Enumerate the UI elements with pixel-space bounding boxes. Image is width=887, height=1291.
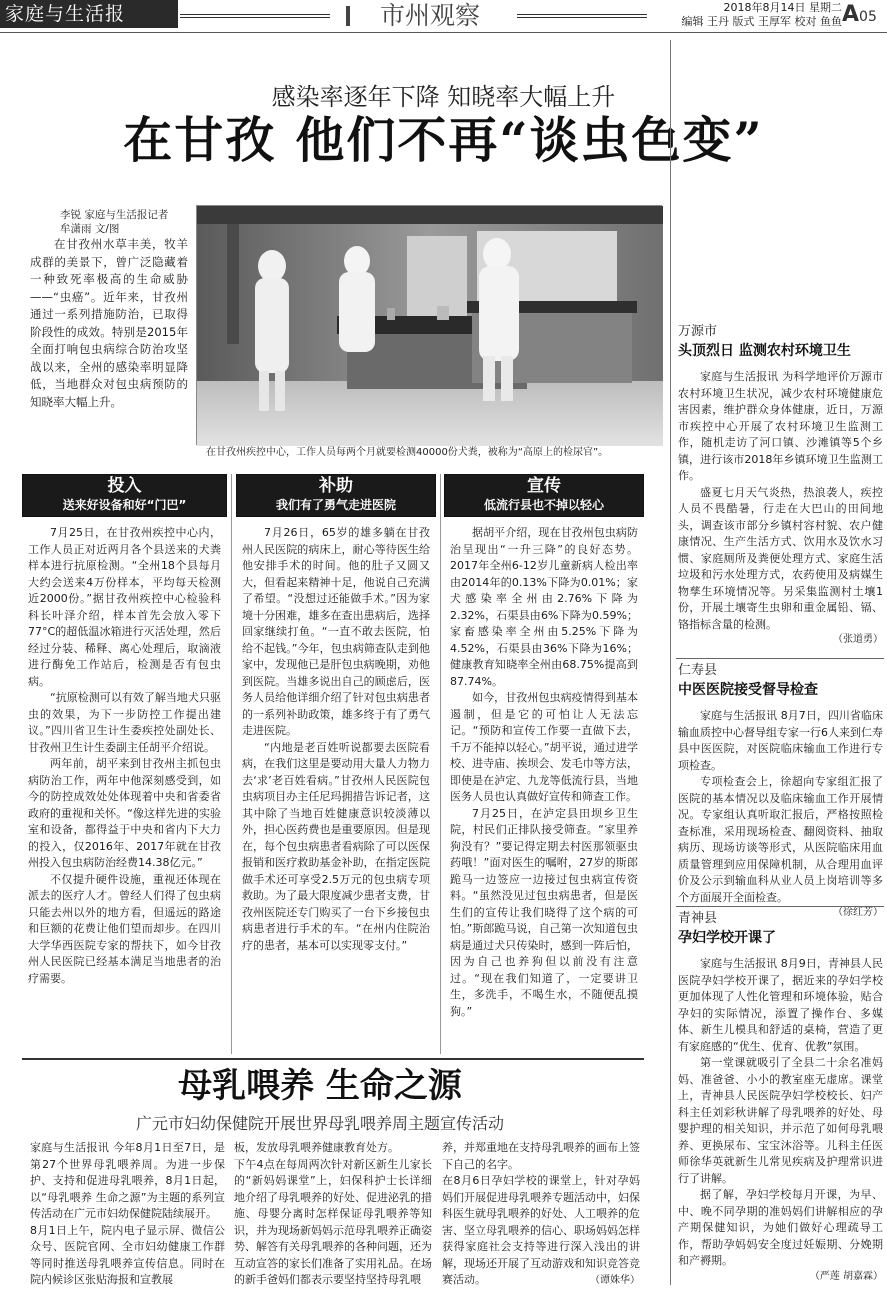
box-subsidy-subtitle: 我们有了勇气走进医院 [275,498,396,512]
news-wanyuan [678,323,883,647]
news-qingshen-body [678,956,883,1270]
box-subsidy [236,474,436,1014]
lab-photo-svg [197,206,663,446]
news-qingshen [678,910,883,1284]
news-qingshen-title: 孕妇学校开课了 [678,930,776,946]
bottom-divider [22,1058,644,1060]
box-publicity [444,474,644,1018]
page-number [842,0,887,32]
news-renshou [678,662,883,920]
news-wanyuan-title: 头顶烈日 监测农村环境卫生 [678,343,851,359]
section-name: 市州观察 [379,1,480,30]
paragraph: 家庭与生活报讯 8月7日，四川省临床输血质控中心督导组专家一行6人来到仁寿县中医医院，对医院临床输血工作进行专项检查。 [678,709,883,772]
paragraph: “抗原检测可以有效了解当地犬只驱虫的效果，为下一步防控工作提出建议。”四川省卫生计生委疾控处副处长、甘孜州卫生计生委副主任胡平介绍说。 [28,691,221,754]
news-wanyuan-city: 万源市 [678,324,718,339]
editor-line: 编辑 王丹 版式 王厚军 校对 鱼鱼 [681,15,842,28]
article-lede: 在甘孜州水草丰美，牧羊成群的美景下，曾广泛隐藏着一种致死率极高的生命威胁——“虫癌”。近年来，甘孜州通过一系列措施防治，已取得阶段性的成效。特别是2015年全面打响包虫病综合防治攻坚战以来，全州的感染率明显降低，当地群众对包虫病预防的知晓率大幅上升。 [30,237,188,409]
bottom-col-3: 养，并郑重地在支持母乳喂养的画布上签下自己的名字。 在8月6日孕妇学校的课堂上，针对孕妈妈们开展促进母乳喂养专题活动中，妇保科医生就母乳喂养的好处、人工喂养的危害、坚立母乳喂养的信心、职场妈妈怎样获得家庭社会支持等进行深入浅出的讲解，现场还开展了互动游戏和知识竞答竞赛活动。 [442,1141,640,1286]
box-investment-body [22,517,227,987]
column-divider [231,474,232,1054]
box-subsidy-header [236,474,436,517]
article-subtitle: 感染率逐年下降 知晓率大幅上升 [271,83,616,111]
header-rule-left [180,14,330,18]
bottom-headline: 母乳喂养 生命之源 [178,1066,462,1106]
box-subsidy-body [236,517,436,954]
paragraph: 家庭与生活报讯 为科学地评价万源市农村环境卫生状况，减少农村环境健康危害因素，维护群众身体健康，近日，万源市疾控中心开展了农村环境卫生监测工作，随机走访了河口镇、沙滩镇等5个乡镇，进行该市2018年乡镇环境卫生监测工作。 [678,370,883,482]
paragraph: 7月25日，在甘孜州疾控中心内，工作人员正对近两月各个县送来的犬粪样本进行抗原检测。“全州18个县每月大约会送来4万份样本，平均每天检测近2000份。”据甘孜州疾控中心检验科科长叶泽介绍，样本首先会放入零下77°C的超低温冰箱进行灭活处理，然后经过分装、稀释、离心处理后，取滴液进行酶免工作站后，检测是否有包虫病。 [28,526,221,688]
box-subsidy-title: 补助 [319,476,353,496]
paragraph: 据胡平介绍，现在甘孜州包虫病防治呈现出“一升三降”的良好态势。2017年全州6-12岁儿童新病人检出率由2014年的0.13%下降为0.01%；家犬感染率全州由2.76%下降为2.32%，石渠县由6%下降为0.59%；家畜感染率全州由5.25%下降为4.52%，石渠县由36%下降为16%；健康教育知晓率全州由68.75%提高到87.74%。 [450,526,638,688]
article-headline: 在甘孜 他们不再“谈虫色变” [123,111,764,169]
box-investment-subtitle: 送来好设备和好“门巴” [62,498,187,512]
header-divider [0,32,887,33]
photo-caption: 在甘孜州疾控中心，工作人员每两个月就要检测40000份犬粪，被称为“高原上的检尿官”。 [206,447,609,458]
page-num: 05 [859,9,877,25]
news-qingshen-city: 青神县 [678,911,718,926]
byline-photo: 牟潇雨 文/图 [60,223,120,235]
header-rule-right [517,14,647,18]
box-publicity-body [444,517,644,1020]
box-investment [22,474,227,1014]
news-qingshen-signature: （严莲 胡嘉霖） [809,1270,883,1282]
box-publicity-subtitle: 低流行县也不掉以轻心 [483,498,604,512]
box-publicity-title: 宣传 [527,476,561,496]
date-line: 2018年8月14日 星期二 [723,1,842,14]
right-divider [676,906,884,907]
news-renshou-title: 中医医院接受督导检查 [678,682,818,698]
paragraph: 不仅提升硬件设施，重视还体现在派去的医疗人才。曾经人们得了包虫病只能去州以外的地方看，但遥远的路途和巨额的花费让他们望而却步。在四川大学华西医院专家的帮扶下，如今甘孜州人民医院已经基本满足当地患者的治疗需要。 [28,872,221,985]
news-wanyuan-signature: （张道勇） [833,634,883,645]
lab-photo [196,205,662,445]
bottom-signature: （谭姝华） [590,1275,640,1286]
byline [30,208,190,236]
bottom-subtitle: 广元市妇幼保健院开展世界母乳喂养周主题宣传活动 [135,1114,504,1133]
right-divider [676,658,884,659]
paragraph: 第一堂课就吸引了全县二十余名准妈妈、准爸爸、小小的教室座无虚席。课堂上，青神县人民医院孕妇学校校长、妇产科主任刘彩秋讲解了母乳喂养的好处、母婴护理的相关知识，并示范了如何母乳喂养、更换尿布、宝宝沐浴等。儿科主任医师徐华英就新生儿常见疾病及护理常识进行了讲解。 [678,1056,883,1185]
paragraph: “内地是老百姓听说都要去医院看病，在我们这里是要动用大量人力物力去‘求’老百姓看病。”甘孜州人民医院包虫病项目办主任尼玛拥措告诉记者，这其中除了当地百姓健康意识较淡薄以外，担心医药费也是重要原因。但是现在，每个包虫病患者看病除了可以医保报销和医疗救助基金补助，在指定医院做手术还可享受2.5万元的包虫病专项救助。为了最大限度减少患者支费，甘孜州医院还专门购买了一台下乡接包虫病患者进行手术的车。“在州内住院治疗的患者，基本可以实现零支付。” [242,740,430,952]
page-letter: A [842,2,860,27]
news-wanyuan-body [678,369,883,633]
paragraph: 家庭与生活报讯 8月9日，青神县人民医院孕妇学校开课了，据近来的孕妇学校更加体现了人性化管理和环境体验，贴合孕妇的实际情况，添置了操作台、多媒体、新生儿模具和舒适的桌椅，营造了更有家庭感的“优生、优育、优教”氛围。 [678,957,883,1053]
box-investment-header [22,474,227,517]
masthead: 家庭与生活报 [0,0,178,28]
byline-reporter: 李锐 家庭与生活报记者 [60,209,169,221]
news-renshou-signature: （徐红芳） [833,907,883,918]
paragraph: 7月25日，在泸定县田坝乡卫生院，村民们正排队接受筛查。“家里养狗没有？”要记得定期去村医那领驱虫药哦！”面对医生的嘱咐，27岁的斯郎跪马一边签应一边接过包虫病宣传资料。“虽然没见过包虫病患者，但是医生们的宣传让我们晓得了这个病的可怕。”斯郎跪马说，自己第一次知道包虫病是通过犬只传染时，感到一阵后怕，因为自己也养狗但以前没有注意过。“现在我们知道了，一定要讲卫生，多洗手，不喝生水，不随便乱摸狗。” [450,806,638,1018]
paragraph: 如今，甘孜州包虫病疫情得到基本遏制，但是它的可怕让人无法忘记。“预防和宣传工作要一直做下去，千万不能掉以轻心。”胡平说，通过进学校、进寺庙、挨坝会、发毛巾等方法，即使是在泸定、九龙等低流行县，当地医务人员也认真做好宣传和筛查工作。 [450,691,638,803]
bottom-col-1: 家庭与生活报讯 今年8月1日至7日，是第27个世界母乳喂养周。为进一步保护、支持和促进母乳喂养，8月1日起，以“母乳喂养 生命之源”为主题的系列宣传活动在广元市妇幼保健院陆续展开。 8月1日上午，院内电子显示屏、微信公众号、医院官网、全市妇幼健康工作群等同时推送母乳喂养宣传信息。同时在院内候诊区张贴海报和宣教展 [30,1141,225,1286]
box-publicity-header [444,474,644,517]
paragraph: 两年前，胡平来到甘孜州主抓包虫病防治工作，两年中他深刻感受到，如今的防控成效处处体现着中央和省委省政府的重视和关怀。“像这样先进的实验室和设备，都得益于中央和省内下大力的投入，仅2016年、2017年就在甘孜州投入包虫病防治经费14.38亿元。” [28,757,221,869]
news-renshou-body [678,708,883,906]
section-marker [346,6,356,26]
news-renshou-city: 仁寿县 [678,663,718,678]
column-divider [440,474,441,1054]
bottom-col-2: 板，发放母乳喂养健康教育处方。 下午4点在每周两次针对新区新生儿家长的“新妈妈课堂”上，妇保科护士长详细地介绍了母乳喂养的好处、促进泌乳的措施、母婴分离时怎样保证母乳喂养等知识，并为现场新妈妈示范母乳喂养正确姿势、解答有关母乳喂养的各种问题，还为互动宣答的家长们准备了实用礼品。在场的新手爸妈们都表示要坚持坚持母乳喂 [234,1141,432,1286]
paragraph: 专项检查会上，徐超向专家组汇报了医院的基本情况以及临床输血工作开展情况。专家组认真听取汇报后，严格按照检查标准，采用现场检查、翻阅资料、抽取病历、现场访谈等形式，从医院临床用血质量管理到应用保障机制，从合理用血评价及公示到输血科从业人员上岗培训等多个方面展开全面检查。 [678,775,883,904]
paragraph: 盛夏七月天气炎热，热浪袭人，疾控人员不畏酷暑，行走在大巴山的田间地头，调查该市部分乡镇村容村貌、农户健康情况、生产生活方式、饮用水及饮水习惯、家庭厕所及粪便处理方式、家庭生活垃圾和污水处理方式，农药使用及病媒生物孳生环境情况等。另采集监测村土壤1份，开展土壤寄生虫卵和重金属铅、镉、铬指标含量的检测。 [678,485,883,631]
paragraph: 据了解，孕妇学校每月开课，为早、中、晚不同孕期的准妈妈们讲解相应的孕产期保健知识，为她们做好心理疏导工作，帮助孕妈妈安全度过妊娠期、分娩期和产褥期。 [678,1188,883,1267]
paragraph: 7月26日，65岁的雄多躺在甘孜州人民医院的病床上，耐心等待医生给他安排手术的时间。他的肚子又圆又大，但看起来精神十足，他说自己充满了希望。“没想过还能做手术。”因为家境十分困难，雄多在查出患病后，选择回家继续打鱼。“一直不敢去医院，怕给不起钱。”今年，包虫病筛查队走到他家中，发现他已是肝包虫病晚期，劝他到医院。当雄多说出自己的顾虑后，医务人员给他详细介绍了针对包虫病患者的一系列补助政策，雄多终于有了勇气走进医院。 [242,526,430,737]
box-investment-title: 投入 [107,476,142,496]
right-column-divider [670,40,671,1285]
